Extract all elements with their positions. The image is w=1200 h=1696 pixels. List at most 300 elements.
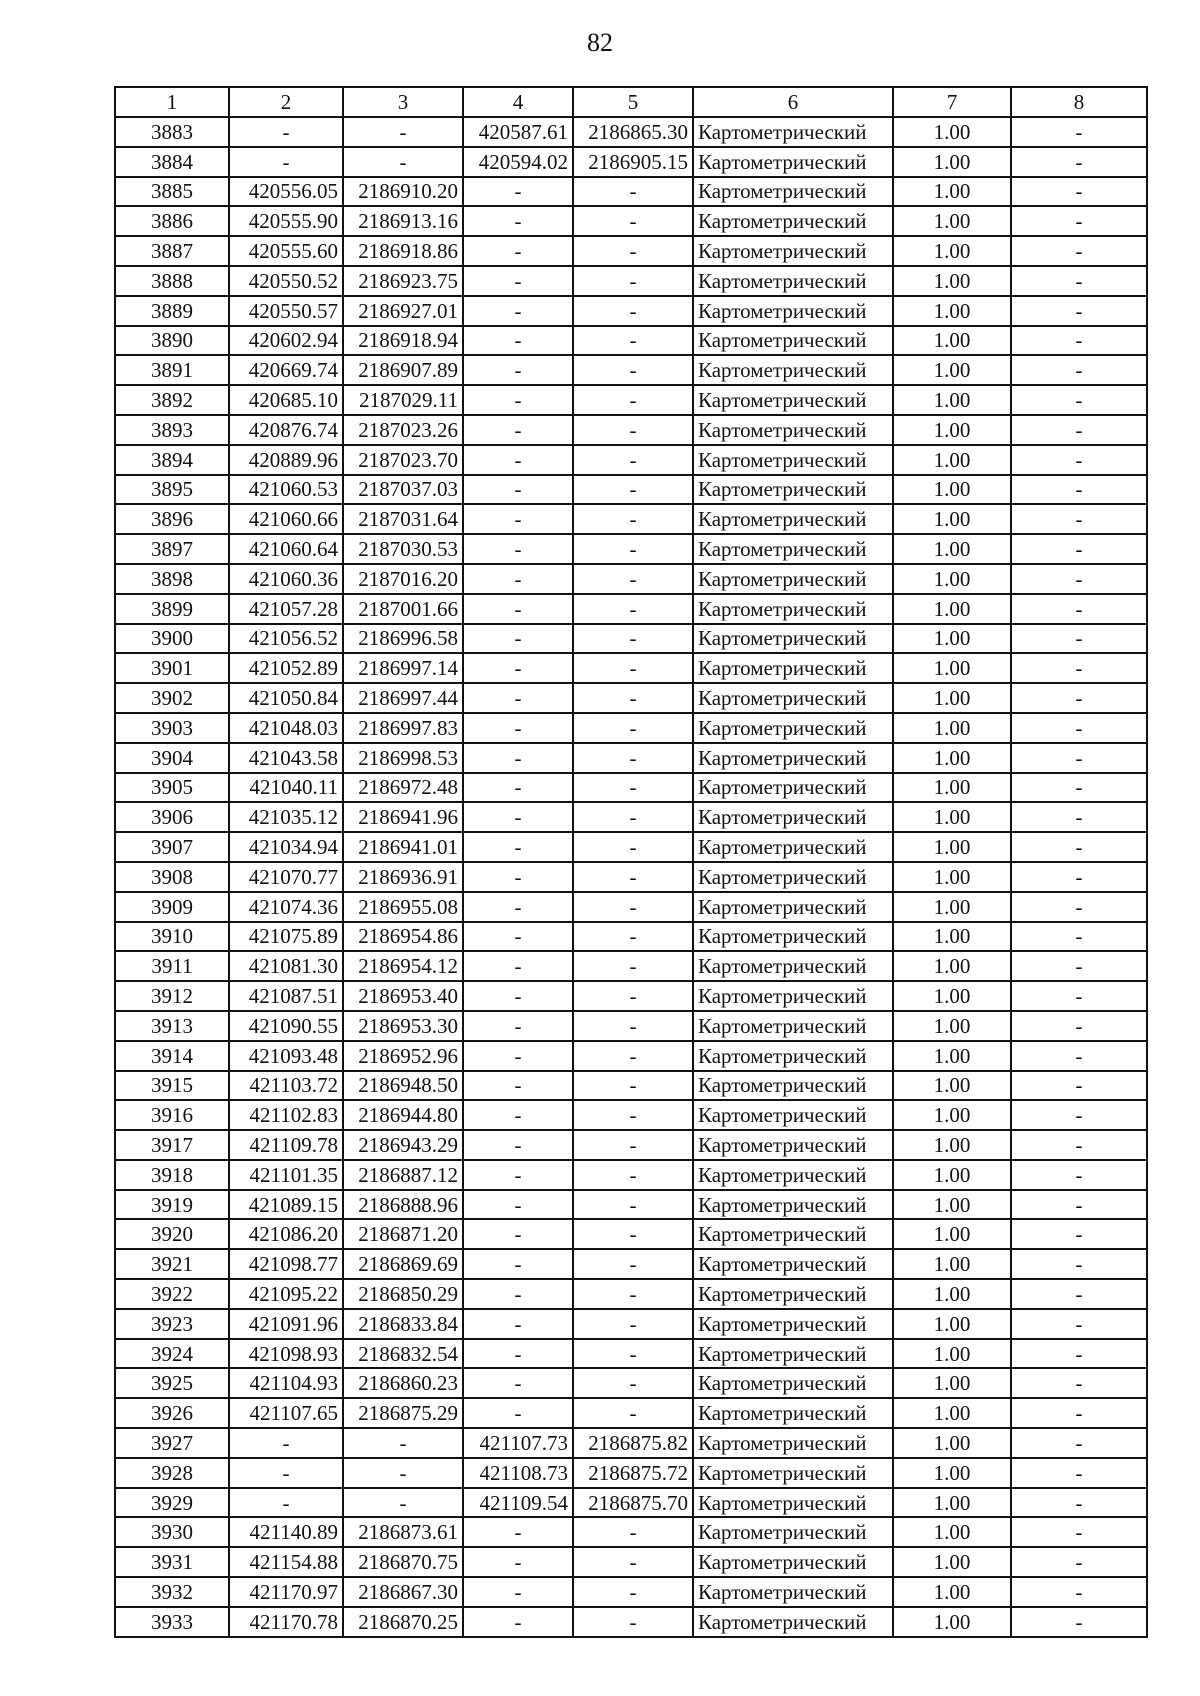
table-row: [115, 624, 1147, 654]
y-coordinate-cell: 2186875.29: [343, 1398, 463, 1428]
table-row: [115, 1041, 1147, 1071]
point-number-cell: 3912: [115, 981, 229, 1011]
y-coordinate-cell: 2186941.01: [343, 832, 463, 862]
note-cell: -: [1011, 1458, 1147, 1488]
method-cell: Картометрический: [693, 1458, 893, 1488]
accuracy-cell: 1.00: [893, 326, 1011, 356]
x-new-cell: -: [463, 653, 573, 683]
accuracy-cell: 1.00: [893, 1071, 1011, 1101]
x-new-cell: -: [463, 773, 573, 803]
accuracy-cell: 1.00: [893, 862, 1011, 892]
table-row: [115, 1011, 1147, 1041]
y-new-cell: -: [573, 296, 693, 326]
x-new-cell: -: [463, 296, 573, 326]
x-coordinate-cell: 420556.05: [229, 177, 343, 207]
y-coordinate-cell: -: [343, 147, 463, 177]
note-cell: -: [1011, 1428, 1147, 1458]
accuracy-cell: 1.00: [893, 385, 1011, 415]
point-number-cell: 3905: [115, 773, 229, 803]
note-cell: -: [1011, 147, 1147, 177]
accuracy-cell: 1.00: [893, 236, 1011, 266]
note-cell: -: [1011, 177, 1147, 207]
x-coordinate-cell: 421056.52: [229, 624, 343, 654]
table-row: [115, 1309, 1147, 1339]
method-cell: Картометрический: [693, 1249, 893, 1279]
accuracy-cell: 1.00: [893, 653, 1011, 683]
point-number-cell: 3902: [115, 683, 229, 713]
y-new-cell: -: [573, 1517, 693, 1547]
point-number-cell: 3914: [115, 1041, 229, 1071]
x-new-cell: 420594.02: [463, 147, 573, 177]
x-coordinate-cell: 420669.74: [229, 355, 343, 385]
x-coordinate-cell: 421060.53: [229, 475, 343, 505]
y-new-cell: -: [573, 862, 693, 892]
x-new-cell: -: [463, 594, 573, 624]
table-row: [115, 862, 1147, 892]
y-coordinate-cell: 2186918.94: [343, 326, 463, 356]
x-new-cell: -: [463, 743, 573, 773]
y-new-cell: -: [573, 385, 693, 415]
method-cell: Картометрический: [693, 236, 893, 266]
point-number-cell: 3889: [115, 296, 229, 326]
x-coordinate-cell: 420602.94: [229, 326, 343, 356]
note-cell: -: [1011, 266, 1147, 296]
y-coordinate-cell: 2186998.53: [343, 743, 463, 773]
method-cell: Картометрический: [693, 653, 893, 683]
y-coordinate-cell: 2186887.12: [343, 1160, 463, 1190]
point-number-cell: 3898: [115, 564, 229, 594]
y-coordinate-cell: 2186943.29: [343, 1130, 463, 1160]
table-row: [115, 236, 1147, 266]
note-cell: -: [1011, 743, 1147, 773]
table-row: [115, 653, 1147, 683]
y-new-cell: -: [573, 534, 693, 564]
accuracy-cell: 1.00: [893, 504, 1011, 534]
x-coordinate-cell: -: [229, 117, 343, 147]
method-cell: Картометрический: [693, 862, 893, 892]
table-row: [115, 1488, 1147, 1518]
method-cell: Картометрический: [693, 1517, 893, 1547]
x-coordinate-cell: 421050.84: [229, 683, 343, 713]
column-header: 5: [573, 87, 693, 117]
method-cell: Картометрический: [693, 1428, 893, 1458]
table-row: [115, 1190, 1147, 1220]
table-row: [115, 951, 1147, 981]
note-cell: -: [1011, 1279, 1147, 1309]
x-coordinate-cell: 421075.89: [229, 922, 343, 952]
table-row: [115, 1249, 1147, 1279]
table-row: [115, 147, 1147, 177]
note-cell: -: [1011, 296, 1147, 326]
note-cell: -: [1011, 1071, 1147, 1101]
y-new-cell: -: [573, 1071, 693, 1101]
accuracy-cell: 1.00: [893, 1219, 1011, 1249]
x-new-cell: 421107.73: [463, 1428, 573, 1458]
note-cell: -: [1011, 1130, 1147, 1160]
table-row: [115, 1130, 1147, 1160]
point-number-cell: 3918: [115, 1160, 229, 1190]
note-cell: -: [1011, 475, 1147, 505]
y-coordinate-cell: 2186954.12: [343, 951, 463, 981]
x-coordinate-cell: -: [229, 1458, 343, 1488]
point-number-cell: 3931: [115, 1547, 229, 1577]
y-new-cell: -: [573, 1547, 693, 1577]
method-cell: Картометрический: [693, 624, 893, 654]
note-cell: -: [1011, 117, 1147, 147]
accuracy-cell: 1.00: [893, 1130, 1011, 1160]
point-number-cell: 3932: [115, 1577, 229, 1607]
method-cell: Картометрический: [693, 743, 893, 773]
point-number-cell: 3908: [115, 862, 229, 892]
x-new-cell: -: [463, 266, 573, 296]
note-cell: -: [1011, 713, 1147, 743]
table-row: [115, 534, 1147, 564]
x-coordinate-cell: 421086.20: [229, 1219, 343, 1249]
table-row: [115, 1160, 1147, 1190]
x-coordinate-cell: 421048.03: [229, 713, 343, 743]
table-row: [115, 445, 1147, 475]
y-new-cell: -: [573, 1577, 693, 1607]
table-row: [115, 564, 1147, 594]
table-row: [115, 1607, 1147, 1637]
y-new-cell: -: [573, 892, 693, 922]
point-number-cell: 3899: [115, 594, 229, 624]
point-number-cell: 3924: [115, 1339, 229, 1369]
x-coordinate-cell: 421098.77: [229, 1249, 343, 1279]
y-coordinate-cell: 2186923.75: [343, 266, 463, 296]
point-number-cell: 3883: [115, 117, 229, 147]
x-coordinate-cell: 421081.30: [229, 951, 343, 981]
note-cell: -: [1011, 236, 1147, 266]
y-coordinate-cell: 2186972.48: [343, 773, 463, 803]
note-cell: -: [1011, 802, 1147, 832]
y-new-cell: 2186865.30: [573, 117, 693, 147]
x-coordinate-cell: -: [229, 1488, 343, 1518]
x-coordinate-cell: 421070.77: [229, 862, 343, 892]
point-number-cell: 3896: [115, 504, 229, 534]
accuracy-cell: 1.00: [893, 1011, 1011, 1041]
x-coordinate-cell: 421140.89: [229, 1517, 343, 1547]
accuracy-cell: 1.00: [893, 892, 1011, 922]
table-row: [115, 1219, 1147, 1249]
y-coordinate-cell: 2186996.58: [343, 624, 463, 654]
table-row: [115, 1517, 1147, 1547]
x-new-cell: -: [463, 355, 573, 385]
y-coordinate-cell: 2186871.20: [343, 1219, 463, 1249]
y-new-cell: -: [573, 1190, 693, 1220]
y-coordinate-cell: 2186910.20: [343, 177, 463, 207]
y-new-cell: -: [573, 653, 693, 683]
x-new-cell: -: [463, 415, 573, 445]
x-coordinate-cell: 420550.57: [229, 296, 343, 326]
y-new-cell: -: [573, 1607, 693, 1637]
x-coordinate-cell: 421107.65: [229, 1398, 343, 1428]
method-cell: Картометрический: [693, 177, 893, 207]
y-new-cell: -: [573, 1249, 693, 1279]
y-coordinate-cell: 2186873.61: [343, 1517, 463, 1547]
point-number-cell: 3895: [115, 475, 229, 505]
accuracy-cell: 1.00: [893, 1368, 1011, 1398]
y-new-cell: -: [573, 504, 693, 534]
accuracy-cell: 1.00: [893, 564, 1011, 594]
point-number-cell: 3885: [115, 177, 229, 207]
y-new-cell: -: [573, 206, 693, 236]
column-header: 2: [229, 87, 343, 117]
accuracy-cell: 1.00: [893, 1160, 1011, 1190]
table-row: [115, 1547, 1147, 1577]
note-cell: -: [1011, 206, 1147, 236]
method-cell: Картометрический: [693, 1398, 893, 1428]
x-new-cell: -: [463, 445, 573, 475]
y-coordinate-cell: -: [343, 117, 463, 147]
method-cell: Картометрический: [693, 415, 893, 445]
method-cell: Картометрический: [693, 892, 893, 922]
y-new-cell: -: [573, 475, 693, 505]
note-cell: -: [1011, 1339, 1147, 1369]
x-coordinate-cell: 421074.36: [229, 892, 343, 922]
x-new-cell: -: [463, 1160, 573, 1190]
y-new-cell: -: [573, 683, 693, 713]
page-number: 82: [587, 28, 613, 57]
x-coordinate-cell: 421040.11: [229, 773, 343, 803]
accuracy-cell: 1.00: [893, 1428, 1011, 1458]
table-row: [115, 594, 1147, 624]
point-number-cell: 3928: [115, 1458, 229, 1488]
x-coordinate-cell: 421170.78: [229, 1607, 343, 1637]
table-row: [115, 206, 1147, 236]
x-coordinate-cell: 420876.74: [229, 415, 343, 445]
x-coordinate-cell: 421098.93: [229, 1339, 343, 1369]
y-coordinate-cell: 2186997.83: [343, 713, 463, 743]
method-cell: Картометрический: [693, 355, 893, 385]
note-cell: -: [1011, 1368, 1147, 1398]
method-cell: Картометрический: [693, 1219, 893, 1249]
y-coordinate-cell: 2186869.69: [343, 1249, 463, 1279]
note-cell: -: [1011, 1249, 1147, 1279]
y-new-cell: -: [573, 355, 693, 385]
method-cell: Картометрический: [693, 594, 893, 624]
accuracy-cell: 1.00: [893, 445, 1011, 475]
method-cell: Картометрический: [693, 385, 893, 415]
y-new-cell: -: [573, 773, 693, 803]
x-new-cell: -: [463, 1547, 573, 1577]
point-number-cell: 3917: [115, 1130, 229, 1160]
point-number-cell: 3907: [115, 832, 229, 862]
x-coordinate-cell: 420555.60: [229, 236, 343, 266]
y-new-cell: -: [573, 266, 693, 296]
x-new-cell: -: [463, 892, 573, 922]
note-cell: -: [1011, 1488, 1147, 1518]
accuracy-cell: 1.00: [893, 1458, 1011, 1488]
x-coordinate-cell: 421093.48: [229, 1041, 343, 1071]
point-number-cell: 3933: [115, 1607, 229, 1637]
accuracy-cell: 1.00: [893, 296, 1011, 326]
y-coordinate-cell: 2186953.30: [343, 1011, 463, 1041]
note-cell: -: [1011, 504, 1147, 534]
x-new-cell: -: [463, 1398, 573, 1428]
header-row: [115, 87, 1147, 117]
y-new-cell: -: [573, 1219, 693, 1249]
method-cell: Картометрический: [693, 922, 893, 952]
x-coordinate-cell: 421034.94: [229, 832, 343, 862]
x-coordinate-cell: 421060.66: [229, 504, 343, 534]
point-number-cell: 3904: [115, 743, 229, 773]
accuracy-cell: 1.00: [893, 266, 1011, 296]
accuracy-cell: 1.00: [893, 1488, 1011, 1518]
x-new-cell: -: [463, 951, 573, 981]
y-new-cell: -: [573, 951, 693, 981]
y-coordinate-cell: 2186997.44: [343, 683, 463, 713]
y-coordinate-cell: 2186860.23: [343, 1368, 463, 1398]
accuracy-cell: 1.00: [893, 1547, 1011, 1577]
x-new-cell: -: [463, 564, 573, 594]
x-new-cell: -: [463, 1249, 573, 1279]
y-coordinate-cell: 2187016.20: [343, 564, 463, 594]
method-cell: Картометрический: [693, 981, 893, 1011]
y-coordinate-cell: 2186870.25: [343, 1607, 463, 1637]
y-new-cell: -: [573, 1160, 693, 1190]
note-cell: -: [1011, 1011, 1147, 1041]
accuracy-cell: 1.00: [893, 1309, 1011, 1339]
x-new-cell: -: [463, 1279, 573, 1309]
note-cell: -: [1011, 653, 1147, 683]
table-row: [115, 415, 1147, 445]
y-new-cell: -: [573, 594, 693, 624]
method-cell: Картометрический: [693, 1190, 893, 1220]
note-cell: -: [1011, 981, 1147, 1011]
y-coordinate-cell: 2186918.86: [343, 236, 463, 266]
column-header: 3: [343, 87, 463, 117]
y-coordinate-cell: 2186888.96: [343, 1190, 463, 1220]
x-coordinate-cell: 421052.89: [229, 653, 343, 683]
y-new-cell: -: [573, 1279, 693, 1309]
table-body: [115, 117, 1147, 1637]
method-cell: Картометрический: [693, 504, 893, 534]
table-row: [115, 743, 1147, 773]
accuracy-cell: 1.00: [893, 206, 1011, 236]
x-new-cell: -: [463, 713, 573, 743]
accuracy-cell: 1.00: [893, 1190, 1011, 1220]
table-row: [115, 504, 1147, 534]
column-header: 7: [893, 87, 1011, 117]
y-new-cell: -: [573, 1398, 693, 1428]
point-number-cell: 3887: [115, 236, 229, 266]
table-row: [115, 713, 1147, 743]
table-row: [115, 177, 1147, 207]
point-number-cell: 3925: [115, 1368, 229, 1398]
point-number-cell: 3919: [115, 1190, 229, 1220]
coordinates-table: [114, 86, 1148, 1638]
method-cell: Картометрический: [693, 802, 893, 832]
point-number-cell: 3926: [115, 1398, 229, 1428]
x-new-cell: 421109.54: [463, 1488, 573, 1518]
x-new-cell: -: [463, 1577, 573, 1607]
x-new-cell: -: [463, 832, 573, 862]
x-new-cell: -: [463, 922, 573, 952]
accuracy-cell: 1.00: [893, 683, 1011, 713]
point-number-cell: 3916: [115, 1100, 229, 1130]
column-header: 1: [115, 87, 229, 117]
y-new-cell: -: [573, 236, 693, 266]
y-new-cell: 2186875.70: [573, 1488, 693, 1518]
note-cell: -: [1011, 1190, 1147, 1220]
y-coordinate-cell: 2186997.14: [343, 653, 463, 683]
x-new-cell: 420587.61: [463, 117, 573, 147]
x-new-cell: -: [463, 1607, 573, 1637]
y-coordinate-cell: 2186867.30: [343, 1577, 463, 1607]
point-number-cell: 3890: [115, 326, 229, 356]
note-cell: -: [1011, 1100, 1147, 1130]
table-row: [115, 802, 1147, 832]
x-new-cell: -: [463, 236, 573, 266]
y-coordinate-cell: 2187001.66: [343, 594, 463, 624]
x-new-cell: 421108.73: [463, 1458, 573, 1488]
x-new-cell: -: [463, 1130, 573, 1160]
table-row: [115, 1100, 1147, 1130]
note-cell: -: [1011, 594, 1147, 624]
y-new-cell: -: [573, 1309, 693, 1339]
accuracy-cell: 1.00: [893, 534, 1011, 564]
x-coordinate-cell: 421035.12: [229, 802, 343, 832]
x-new-cell: -: [463, 1071, 573, 1101]
note-cell: -: [1011, 773, 1147, 803]
point-number-cell: 3888: [115, 266, 229, 296]
accuracy-cell: 1.00: [893, 415, 1011, 445]
note-cell: -: [1011, 1517, 1147, 1547]
method-cell: Картометрический: [693, 1577, 893, 1607]
x-coordinate-cell: 421102.83: [229, 1100, 343, 1130]
accuracy-cell: 1.00: [893, 1249, 1011, 1279]
method-cell: Картометрический: [693, 475, 893, 505]
note-cell: -: [1011, 445, 1147, 475]
y-new-cell: 2186905.15: [573, 147, 693, 177]
x-coordinate-cell: 421103.72: [229, 1071, 343, 1101]
x-coordinate-cell: 421095.22: [229, 1279, 343, 1309]
y-new-cell: -: [573, 713, 693, 743]
point-number-cell: 3911: [115, 951, 229, 981]
table-row: [115, 1398, 1147, 1428]
accuracy-cell: 1.00: [893, 1041, 1011, 1071]
x-coordinate-cell: 420550.52: [229, 266, 343, 296]
accuracy-cell: 1.00: [893, 355, 1011, 385]
point-number-cell: 3921: [115, 1249, 229, 1279]
y-new-cell: -: [573, 1100, 693, 1130]
accuracy-cell: 1.00: [893, 177, 1011, 207]
x-coordinate-cell: 421170.97: [229, 1577, 343, 1607]
y-coordinate-cell: 2186941.96: [343, 802, 463, 832]
note-cell: -: [1011, 1607, 1147, 1637]
x-coordinate-cell: -: [229, 1428, 343, 1458]
y-new-cell: 2186875.72: [573, 1458, 693, 1488]
accuracy-cell: 1.00: [893, 624, 1011, 654]
x-new-cell: -: [463, 177, 573, 207]
note-cell: -: [1011, 1309, 1147, 1339]
y-coordinate-cell: -: [343, 1488, 463, 1518]
note-cell: -: [1011, 1577, 1147, 1607]
note-cell: -: [1011, 1041, 1147, 1071]
note-cell: -: [1011, 385, 1147, 415]
point-number-cell: 3927: [115, 1428, 229, 1458]
y-coordinate-cell: 2186907.89: [343, 355, 463, 385]
x-new-cell: -: [463, 1517, 573, 1547]
table-row: [115, 296, 1147, 326]
method-cell: Картометрический: [693, 951, 893, 981]
note-cell: -: [1011, 1160, 1147, 1190]
point-number-cell: 3915: [115, 1071, 229, 1101]
x-new-cell: -: [463, 1219, 573, 1249]
note-cell: -: [1011, 326, 1147, 356]
method-cell: Картометрический: [693, 1488, 893, 1518]
